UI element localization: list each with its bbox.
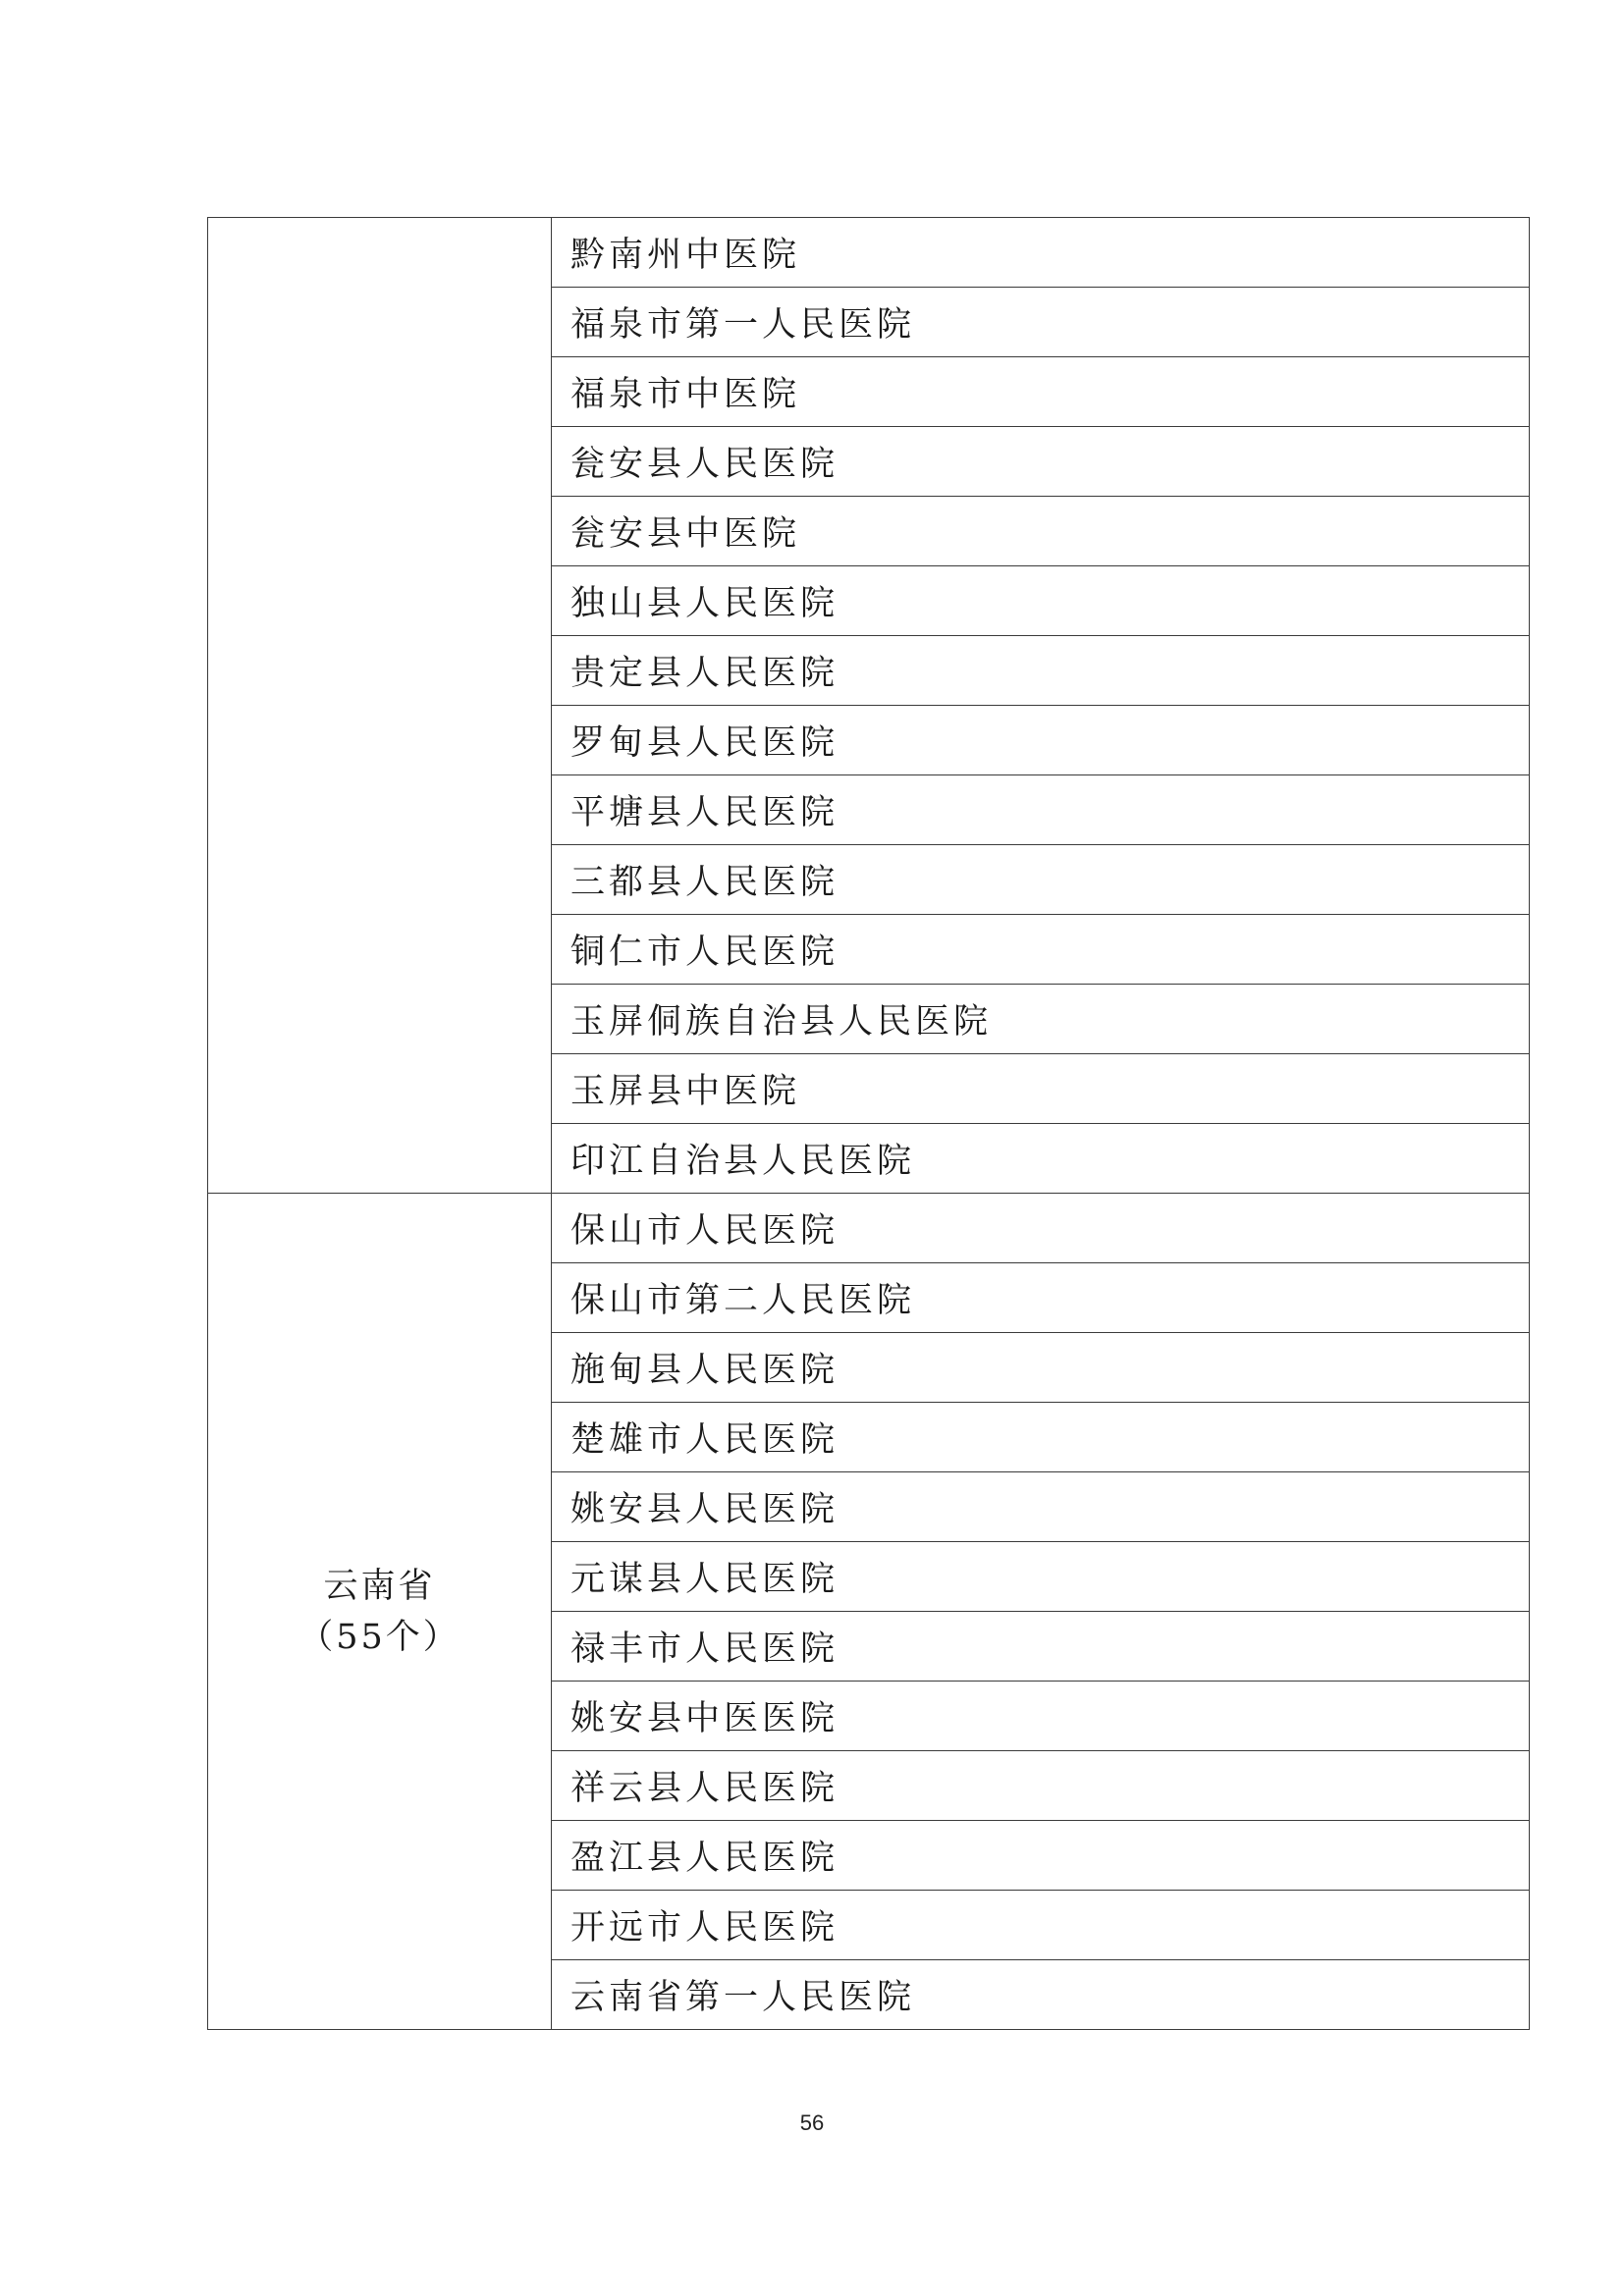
hospital-name: 平塘县人民医院 xyxy=(552,775,1530,845)
hospital-name: 福泉市中医院 xyxy=(552,357,1530,427)
page-number: 56 xyxy=(799,2110,825,2135)
hospital-name: 玉屏县中医院 xyxy=(552,1054,1530,1124)
province-count: （55个） xyxy=(298,1617,460,1657)
hospital-table xyxy=(207,217,1530,2030)
hospital-name: 禄丰市人民医院 xyxy=(552,1612,1530,1682)
hospital-name: 黔南州中医院 xyxy=(552,218,1530,288)
hospital-name: 楚雄市人民医院 xyxy=(552,1403,1530,1472)
table-body xyxy=(208,218,1530,2030)
hospital-name: 独山县人民医院 xyxy=(552,566,1530,636)
hospital-name: 盈江县人民医院 xyxy=(552,1821,1530,1891)
hospital-name: 瓮安县中医院 xyxy=(552,497,1530,566)
table-row xyxy=(208,218,1530,288)
hospital-name: 姚安县人民医院 xyxy=(552,1472,1530,1542)
table-row xyxy=(208,1194,1530,1263)
hospital-name: 元谋县人民医院 xyxy=(552,1542,1530,1612)
hospital-name: 云南省第一人民医院 xyxy=(552,1960,1530,2030)
hospital-name: 姚安县中医医院 xyxy=(552,1682,1530,1751)
hospital-name: 玉屏侗族自治县人民医院 xyxy=(552,985,1530,1054)
hospital-name: 贵定县人民医院 xyxy=(552,636,1530,706)
hospital-name: 福泉市第一人民医院 xyxy=(552,288,1530,357)
province-cell xyxy=(208,218,552,1194)
province-name: 云南省 xyxy=(323,1566,436,1606)
hospital-name: 三都县人民医院 xyxy=(552,845,1530,915)
hospital-name: 施甸县人民医院 xyxy=(552,1333,1530,1403)
hospital-name: 瓮安县人民医院 xyxy=(552,427,1530,497)
hospital-name: 铜仁市人民医院 xyxy=(552,915,1530,985)
hospital-name: 保山市第二人民医院 xyxy=(552,1263,1530,1333)
province-cell xyxy=(208,1194,552,2030)
hospital-name: 保山市人民医院 xyxy=(552,1194,1530,1263)
hospital-name: 印江自治县人民医院 xyxy=(552,1124,1530,1194)
hospital-name: 罗甸县人民医院 xyxy=(552,706,1530,775)
hospital-name: 祥云县人民医院 xyxy=(552,1751,1530,1821)
hospital-name: 开远市人民医院 xyxy=(552,1891,1530,1960)
